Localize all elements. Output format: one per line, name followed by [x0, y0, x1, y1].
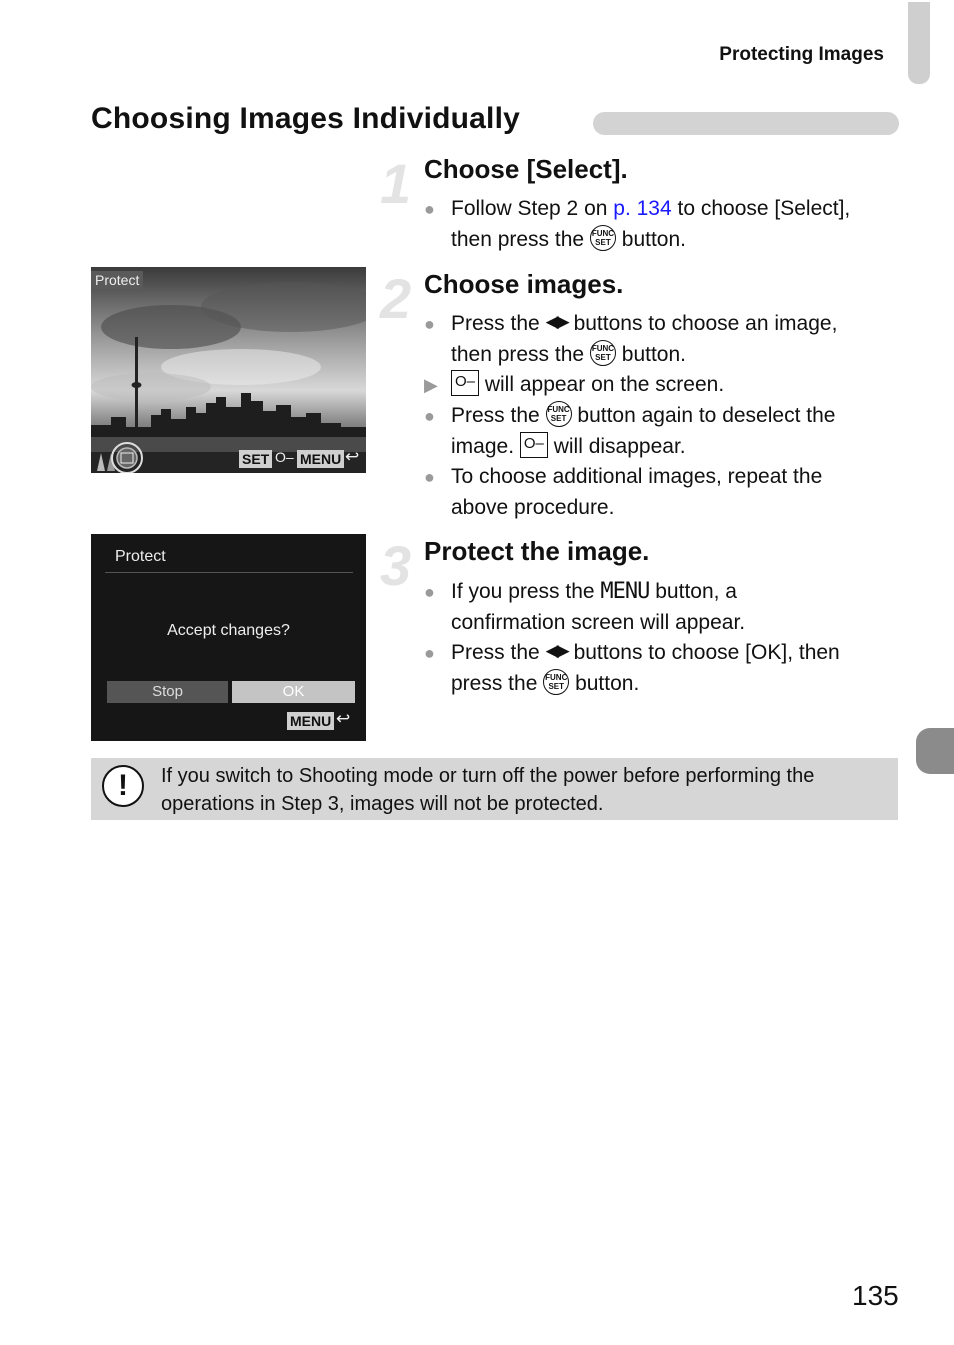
camera-screen-confirm — [91, 534, 366, 741]
set-label: SET — [239, 450, 272, 468]
stop-button[interactable]: Stop — [107, 681, 228, 703]
bullet-text: If you press the — [451, 580, 595, 603]
bullet-text: button. — [575, 671, 640, 695]
bullet-dot-icon: ● — [424, 467, 435, 487]
bullet-dot-icon: ● — [424, 199, 435, 219]
step-heading-3: Protect the image. — [424, 536, 650, 566]
step-number-3: 3 — [380, 534, 412, 597]
menu-label: MENU — [297, 450, 344, 468]
bullet-text: button, a — [655, 580, 737, 603]
result-arrow-icon: ▶ — [424, 375, 438, 395]
bullet-text: Press the — [451, 641, 540, 664]
dialog-divider — [105, 572, 353, 573]
step2-bullet-1 — [424, 309, 904, 370]
step-heading-2: Choose images. — [424, 269, 624, 299]
step2-bullet-4 — [424, 462, 904, 523]
page-link[interactable]: p. 134 — [613, 197, 672, 220]
func-set-icon: FUNC SET — [590, 225, 616, 251]
bullet-text: then press the — [451, 227, 585, 251]
camera-screen-select — [91, 267, 366, 473]
func-set-icon: FUNC SET — [543, 669, 569, 695]
bullet-dot-icon: ● — [424, 406, 435, 426]
ok-button[interactable]: OK — [232, 681, 355, 703]
bullet-text: Press the — [451, 404, 540, 427]
bullet-text: button. — [621, 227, 687, 251]
protect-key-icon: O‒ — [520, 432, 548, 458]
running-head: Protecting Images — [719, 44, 884, 65]
bullet-text: Follow Step 2 on — [451, 197, 614, 220]
step-number-1: 1 — [380, 152, 412, 215]
city-skyline-image — [91, 267, 366, 473]
bullet-text: buttons to choose [OK], then — [573, 641, 840, 664]
step1-bullet-1 — [424, 194, 904, 255]
menu-label: MENU — [287, 712, 334, 730]
step3-bullet-2 — [424, 638, 904, 699]
bullet-text: to choose [Select], — [671, 197, 851, 220]
bullet-dot-icon: ● — [424, 582, 435, 602]
caution-icon: ! — [102, 765, 144, 807]
bullet-text: then press the — [451, 342, 585, 366]
caution-note-text: If you switch to Shooting mode or turn off the power before performing the operations in Step 3, images will not be protected. — [161, 765, 815, 815]
bullet-text: press the — [451, 671, 538, 695]
bullet-text: button again to deselect the — [577, 404, 836, 427]
step2-bullet-3 — [424, 401, 904, 462]
bullet-text: image. — [451, 434, 515, 458]
step3-bullet-1 — [424, 577, 904, 638]
bullet-text: above procedure. — [451, 495, 615, 519]
bullet-text: button. — [621, 342, 687, 366]
bullet-dot-icon: ● — [424, 643, 435, 663]
dialog-question: Accept changes? — [167, 622, 290, 639]
dialog-title: Protect — [115, 548, 166, 565]
bullet-text: To choose additional images, repeat the — [451, 465, 823, 488]
bullet-text: will appear on the screen. — [484, 373, 725, 396]
left-right-arrows-icon: ◀▶ — [545, 312, 568, 332]
page-number: 135 — [852, 1280, 899, 1311]
bullet-dot-icon: ● — [424, 314, 435, 334]
chapter-tab — [908, 2, 930, 84]
bullet-text: Press the — [451, 312, 540, 335]
section-title: Choosing Images Individually — [91, 102, 520, 135]
menu-button-icon: MENU — [600, 579, 650, 604]
func-set-icon: FUNC SET — [546, 401, 572, 427]
bullet-text: will disappear. — [553, 434, 686, 458]
protect-key-icon: O‒ — [451, 370, 479, 396]
step-heading-1: Choose [Select]. — [424, 154, 628, 184]
func-set-icon: FUNC SET — [590, 340, 616, 366]
key-icon: O‒ — [275, 449, 294, 465]
title-bar-decoration — [593, 112, 899, 135]
step-number-2: 2 — [380, 267, 412, 330]
chapter-side-tab — [916, 728, 954, 774]
return-icon: ↩ — [336, 709, 351, 728]
bullet-text: buttons to choose an image, — [573, 312, 838, 335]
bullet-text: confirmation screen will appear. — [451, 610, 746, 634]
left-right-arrows-icon: ◀▶ — [545, 641, 568, 661]
protect-label: Protect — [91, 271, 143, 289]
return-icon: ↩ — [345, 447, 360, 466]
step2-bullet-2 — [424, 370, 904, 401]
